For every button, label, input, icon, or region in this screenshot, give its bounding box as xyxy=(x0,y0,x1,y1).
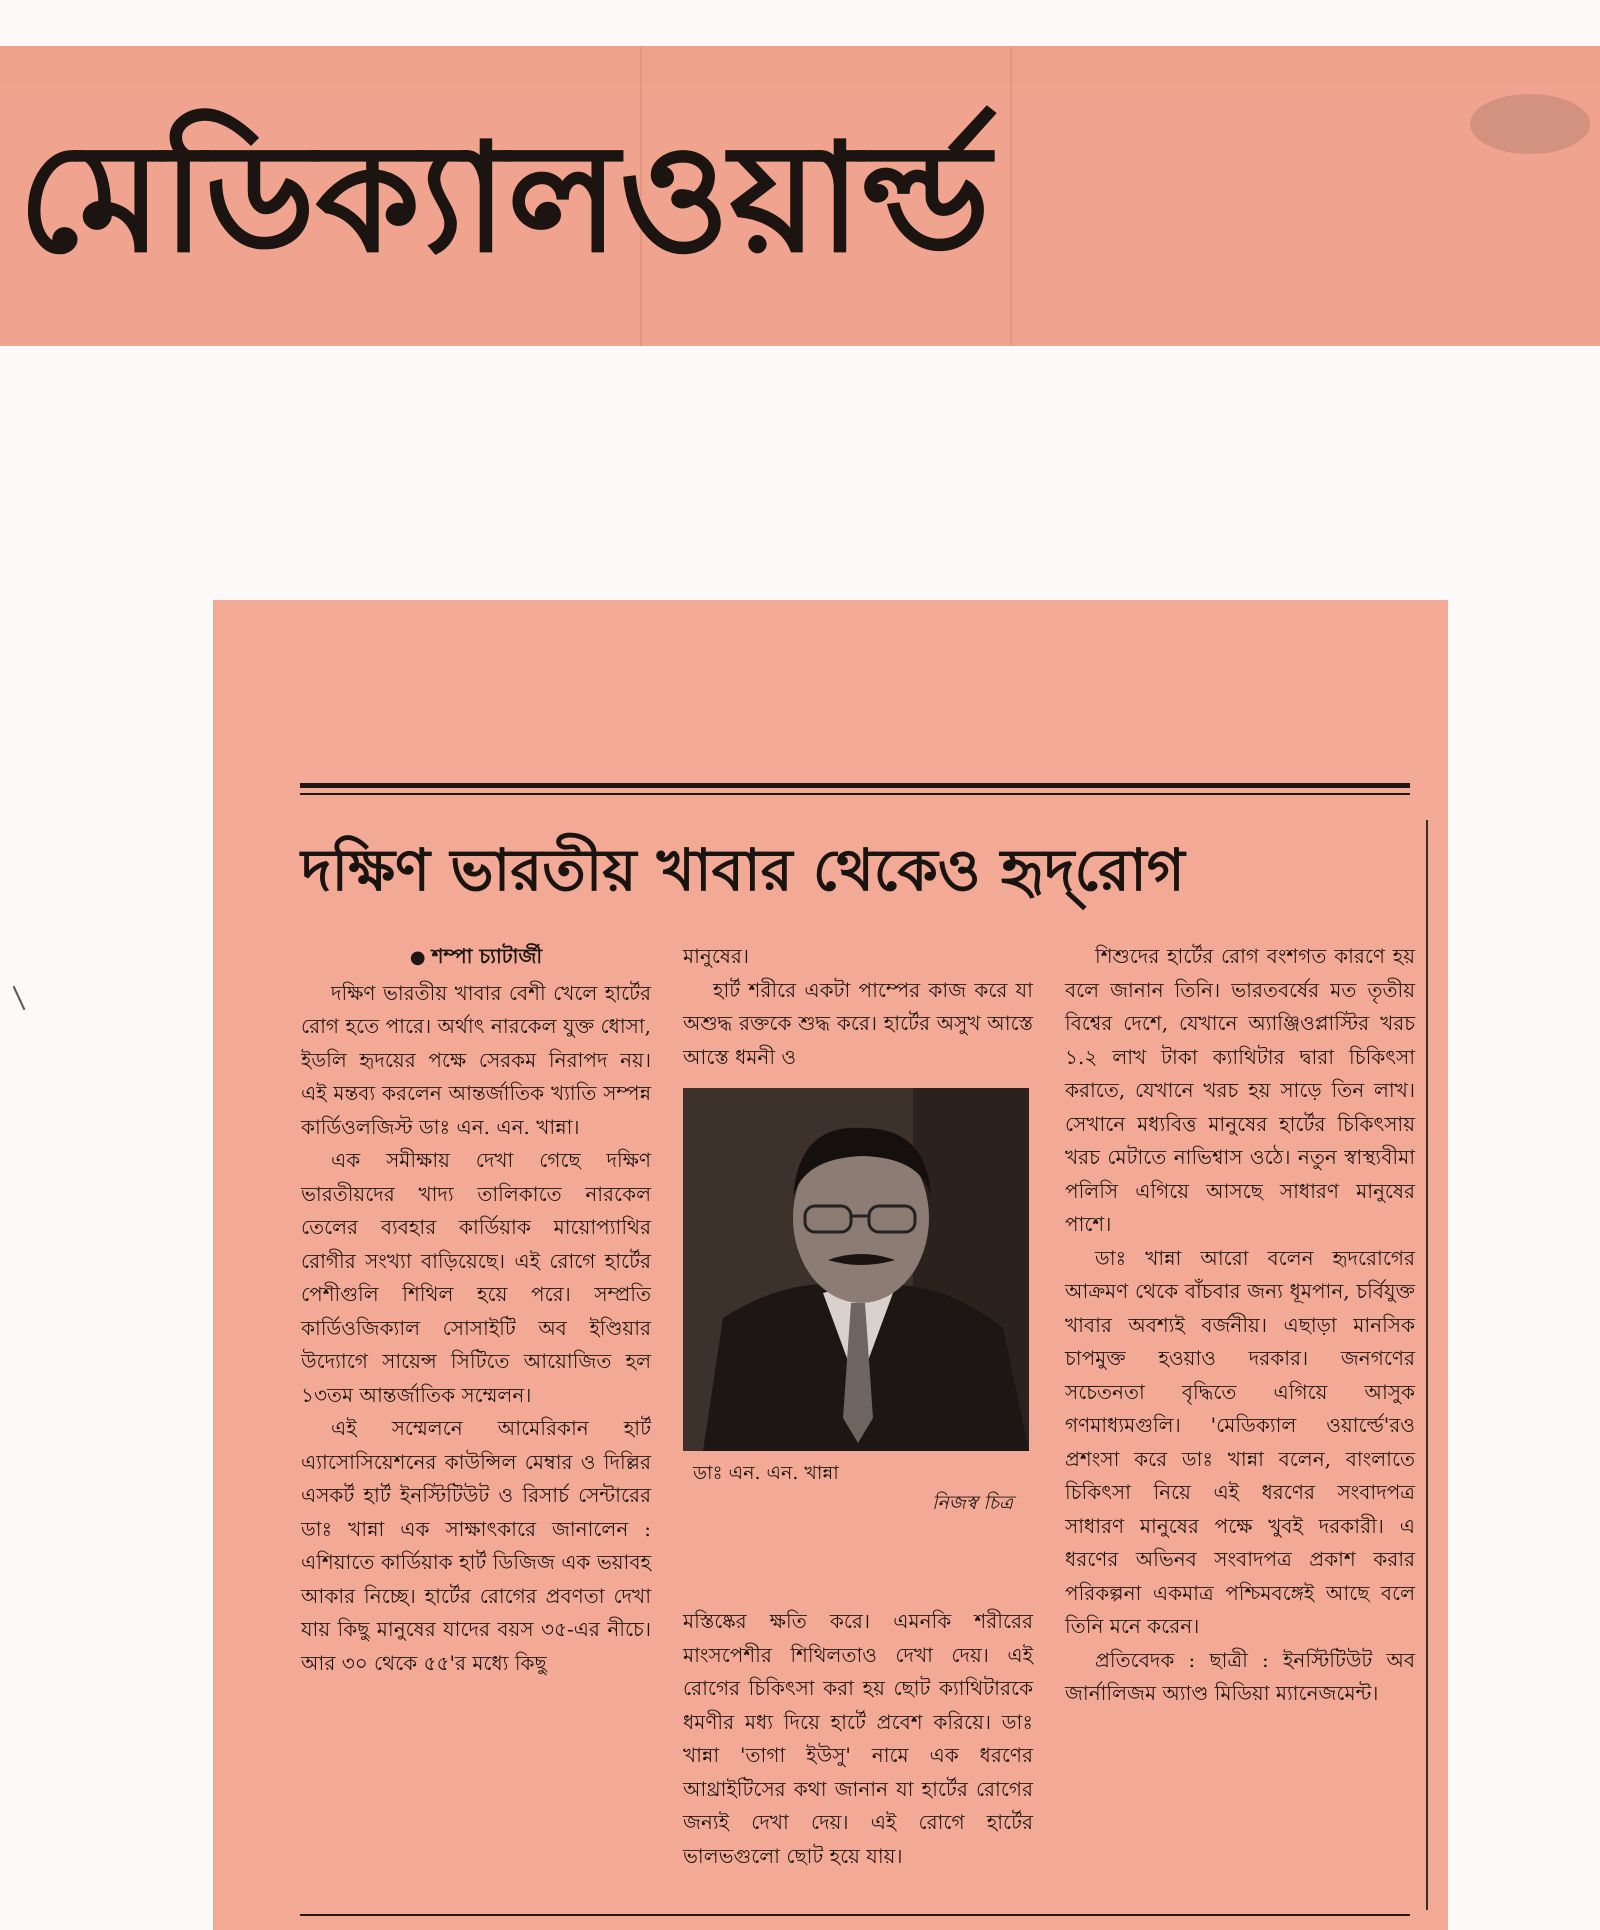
article-column-3 xyxy=(1065,940,1415,1711)
ink-smudge xyxy=(1470,94,1590,154)
portrait-image xyxy=(683,1088,1029,1451)
paper-seam xyxy=(1010,46,1012,346)
paragraph: দক্ষিণ ভারতীয় খাবার বেশী খেলে হার্টের রোগ হতে পারে। অর্থাৎ নারকেল যুক্ত ধোসা, ইডলি হৃদয়ের পক্ষে সেরকম নিরাপদ নয়। এই মন্তব্য করলেন আন্তর্জাতিক খ্যাতি সম্পন্ন কার্ডিওলজিস্ট ডাঃ এন. এন. খান্না। xyxy=(301,980,651,1139)
paragraph: মস্তিষ্কের ক্ষতি করে। এমনকি শরীরের মাংসপেশীর শিথিলতাও দেখা দেয়। এই রোগের চিকিৎসা করা হয় ছোট ক্যাথিটারকে ধমণীর মধ্য দিয়ে হার্টে প্রবেশ করিয়ে। ডাঃ খান্না 'তাগা ইউসু' নামে এক ধরণের আথ্রাইটিসের কথা জানান যা হার্টের রোগের জন্যই দেখা দেয়। এই রোগে হার্টের ভালভগুলো ছোট হয়ে যায়। xyxy=(683,1609,1033,1868)
bottom-rule xyxy=(300,1914,1410,1916)
masthead-title: মেডিক্যালওয়ার্ল্ড xyxy=(18,112,991,286)
byline-text: শম্পা চ্যাটার্জী xyxy=(431,944,543,968)
column-border xyxy=(1426,820,1428,1910)
bullet-icon: ● xyxy=(409,947,426,968)
masthead xyxy=(0,46,1600,346)
article-clipping xyxy=(213,600,1448,1930)
article-headline: দক্ষিণ ভারতীয় খাবার থেকেও হৃদ্‌রোগ xyxy=(301,836,1185,904)
paragraph: হার্ট শরীরে একটা পাম্পের কাজ করে যা অশুদ্ধ রক্তকে শুদ্ধ করে। হার্টের অসুখ আস্তে আস্তে ধমনী ও xyxy=(683,977,1033,1069)
paragraph: ডাঃ খান্না আরো বলেন হৃদরোগের আক্রমণ থেকে বাঁচবার জন্য ধূমপান, চর্বিযুক্ত খাবার অবশ্যই বর্জনীয়। এছাড়া মানসিক চাপমুক্ত হওয়াও দরকার। জনগণের সচেতনতা বৃদ্ধিতে এগিয়ে আসুক গণমাধ্যমগুলি। 'মেডিক্যাল ওয়ার্ল্ডে'রও প্রশংসা করে ডাঃ খান্না বলেন, বাংলাতে চিকিৎসা নিয়ে এই ধরণের সংবাদপত্র সাধারণ মানুষের পক্ষে খুবই দরকারী। এ ধরণের অভিনব সংবাদপত্র প্রকাশ করার পরিকল্পনা একমাত্র পশ্চিমবঙ্গেই আছে বলে তিনি মনে করেন। xyxy=(1065,1245,1415,1638)
paragraph: এই সম্মেলনে আমেরিকান হার্ট এ্যাসোসিয়েশনের কাউন্সিল মেম্বার ও দিল্লির এসকর্ট হার্ট ইনস্টিটিউট ও রিসার্চ সেন্টারের ডাঃ খান্না এক সাক্ষাৎকারে জানালেন : এশিয়াতে কার্ডিয়াক হার্ট ডিজিজ এক ভয়াবহ আকার নিচ্ছে। হার্টের রোগের প্রবণতা দেখা যায় কিছু মানুষের যাদের বয়স ৩৫-এর নীচে। আর ৩০ থেকে ৫৫'র মধ্যে কিছু xyxy=(301,1416,651,1675)
photo-caption: ডাঃ এন. এন. খান্না xyxy=(693,1462,839,1484)
masthead-top-strip xyxy=(0,46,1600,84)
margin-mark xyxy=(13,986,26,1010)
headline-rule xyxy=(300,783,1410,788)
reporter-credit: প্রতিবেদক : ছাত্রী : ইনস্টিটিউট অব জার্নালিজম অ্যাণ্ড মিডিয়া ম্যানেজমেন্ট। xyxy=(1065,1647,1415,1705)
photo-credit: নিজস্ব চিত্র xyxy=(931,1492,1013,1514)
headline-rule-thin xyxy=(300,793,1410,795)
article-column-2-top xyxy=(683,940,1033,1074)
portrait-photo xyxy=(683,1088,1029,1451)
paragraph: এক সমীক্ষায় দেখা গেছে দক্ষিণ ভারতীয়দের খাদ্য তালিকাতে নারকেল তেলের ব্যবহার কার্ডিয়াক মায়োপ্যাথির রোগীর সংখ্যা বাড়িয়েছে। এই রোগে হার্টের পেশীগুলি শিথিল হয়ে পরে। সম্প্রতি কার্ডিওজিক্যাল সোসাইটি অব ইণ্ডিয়ার উদ্যোগে সায়েন্স সিটিতে আয়োজিত হল ১৩তম আন্তর্জাতিক সম্মেলন। xyxy=(301,1148,651,1407)
paragraph: মানুষের। xyxy=(683,944,750,968)
paragraph: শিশুদের হার্টের রোগ বংশগত কারণে হয় বলে জানান তিনি। ভারতবর্ষের মত তৃতীয় বিশ্বের দেশে, যেখানে অ্যাঞ্জিওপ্লাস্টির খরচ ১.২ লাখ টাকা ক্যাথিটার দ্বারা চিকিৎসা করাতে, যেখানে খরচ হয় সাড়ে তিন লাখ। সেখানে মধ্যবিত্ত মানুষের হার্টের চিকিৎসায় খরচ মেটাতে নাভিশ্বাস ওঠে। নতুন স্বাস্থ্যবীমা পলিসি এগিয়ে আসছে সাধারণ মানুষের পাশে। xyxy=(1065,944,1415,1236)
article-column-2-bottom xyxy=(683,1605,1033,1873)
article-column-1 xyxy=(301,940,651,1680)
byline xyxy=(301,940,651,977)
